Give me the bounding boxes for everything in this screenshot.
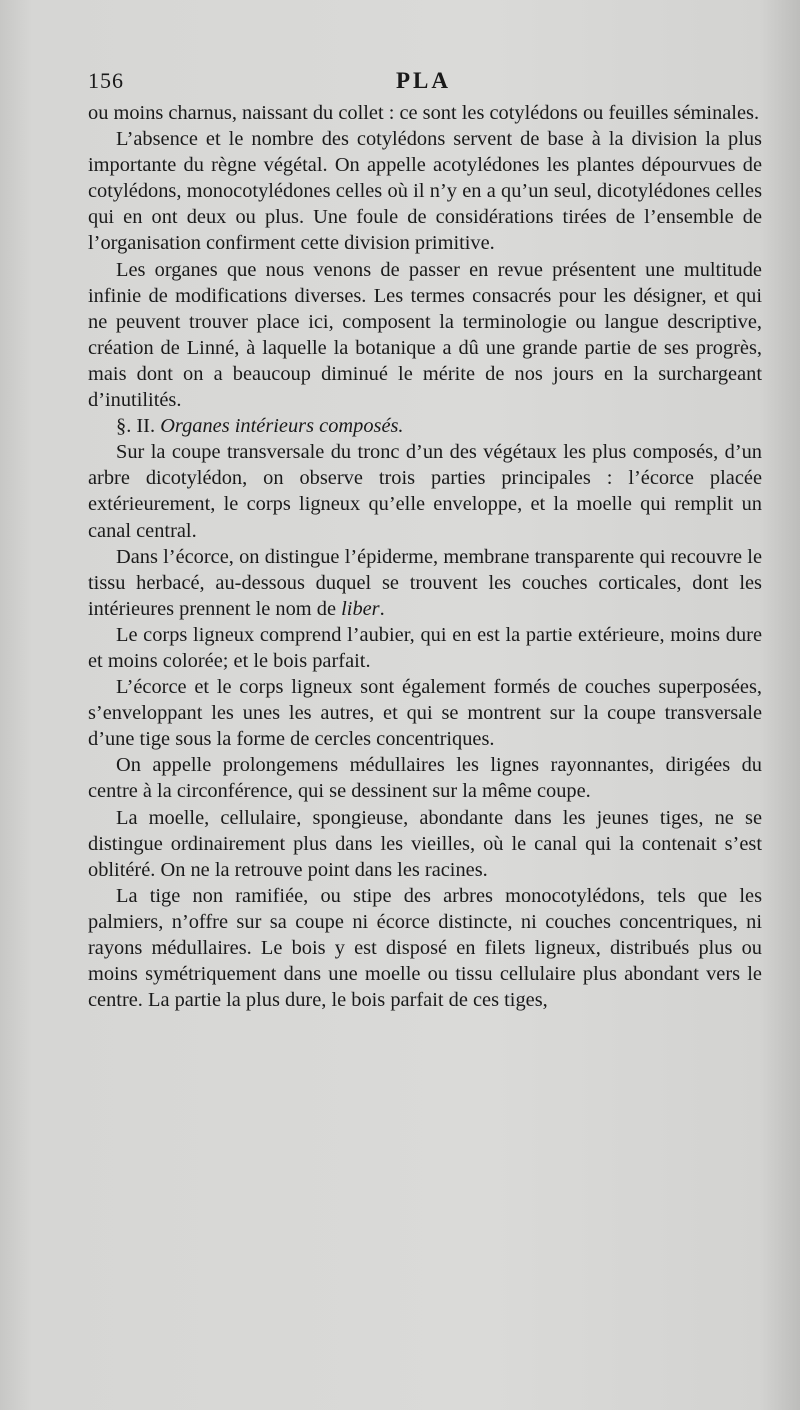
paragraph-bark	[88, 544, 762, 622]
paragraph-terminology: Les organes que nous venons de passer en revue présentent une multitude infinie de modifications diverses. Les termes consacrés pour les désigner, et qui ne peuvent trouver place ici, composent la terminologie ou langue descriptive, création de Linné, à laquelle la botanique a dû une grande partie de ses progrès, mais dont on a beaucoup diminué le mérite de nos jours en la surchargeant d’inutilités.	[88, 258, 762, 412]
term-liber: liber	[341, 597, 380, 620]
bark-end: .	[379, 597, 385, 620]
paragraph-pith: La moelle, cellulaire, spongieuse, abondante dans les jeunes tiges, ne se distingue ordinairement plus dans les vieilles, où le canal qui la contenait s’est oblitéré. On ne la retrouve point dans les racines.	[88, 806, 762, 881]
paragraph-medullary-rays: On appelle prolongemens médullaires les lignes rayonnantes, dirigées du centre à la circonférence, qui se dessinent sur la même coupe.	[88, 754, 762, 803]
page-header	[88, 68, 768, 102]
paragraph-woody-body: Le corps ligneux comprend l’aubier, qui en est la partie extérieure, moins dure et moins colorée; et le bois parfait.	[88, 623, 762, 672]
paragraph-trunk-section: Sur la coupe transversale du tronc d’un des végétaux les plus composés, d’un arbre dicotylédon, on observe trois parties principales : l’écorce placée extérieurement, le corps ligneux qu’elle enveloppe, et la moelle qui remplit un canal central.	[88, 441, 762, 542]
section-number: §. II.	[116, 415, 156, 438]
page-number: 156	[88, 68, 124, 93]
bark-text: Dans l’écorce, on distingue l’épiderme, membrane transparente qui recouvre le tissu herbacé, au-dessous duquel se trouvent les couches corticales, dont les intérieures prennent le nom de	[88, 545, 762, 620]
paragraph-continuation: ou moins charnus, naissant du collet : ce sont les cotylédons ou feuilles séminales.	[88, 102, 760, 124]
section-heading	[88, 413, 762, 439]
running-head: PLA	[396, 68, 451, 93]
paragraph-stipe: La tige non ramifiée, ou stipe des arbres monocotylédons, tels que les palmiers, n’offre sur sa coupe ni écorce distincte, ni couches concentriques, ni rayons médullaires. Le bois y est disposé en filets ligneux, distribués plus ou moins symétriquement dans une moelle ou tissu cellulaire plus abondant vers le centre. La partie la plus dure, le bois parfait de ces tiges,	[88, 884, 762, 1012]
paragraph-cotyledons: L’absence et le nombre des cotylédons servent de base à la division la plus importante du règne végétal. On appelle acotylédones les plantes dépourvues de cotylédons, monocotylédones celles où il n’y en a qu’un seul, dicotylédones celles qui en ont deux ou plus. Une foule de considérations tirées de l’ensemble de l’organisation confirment cette division primitive.	[88, 128, 762, 255]
section-title: Organes intérieurs composés.	[160, 415, 404, 438]
body-text	[88, 100, 762, 1013]
paragraph-layers: L’écorce et le corps ligneux sont également formés de couches superposées, s’enveloppant les unes les autres, et qui se montrent sur la coupe transversale d’une tige sous la forme de cercles concentriques.	[88, 676, 762, 751]
